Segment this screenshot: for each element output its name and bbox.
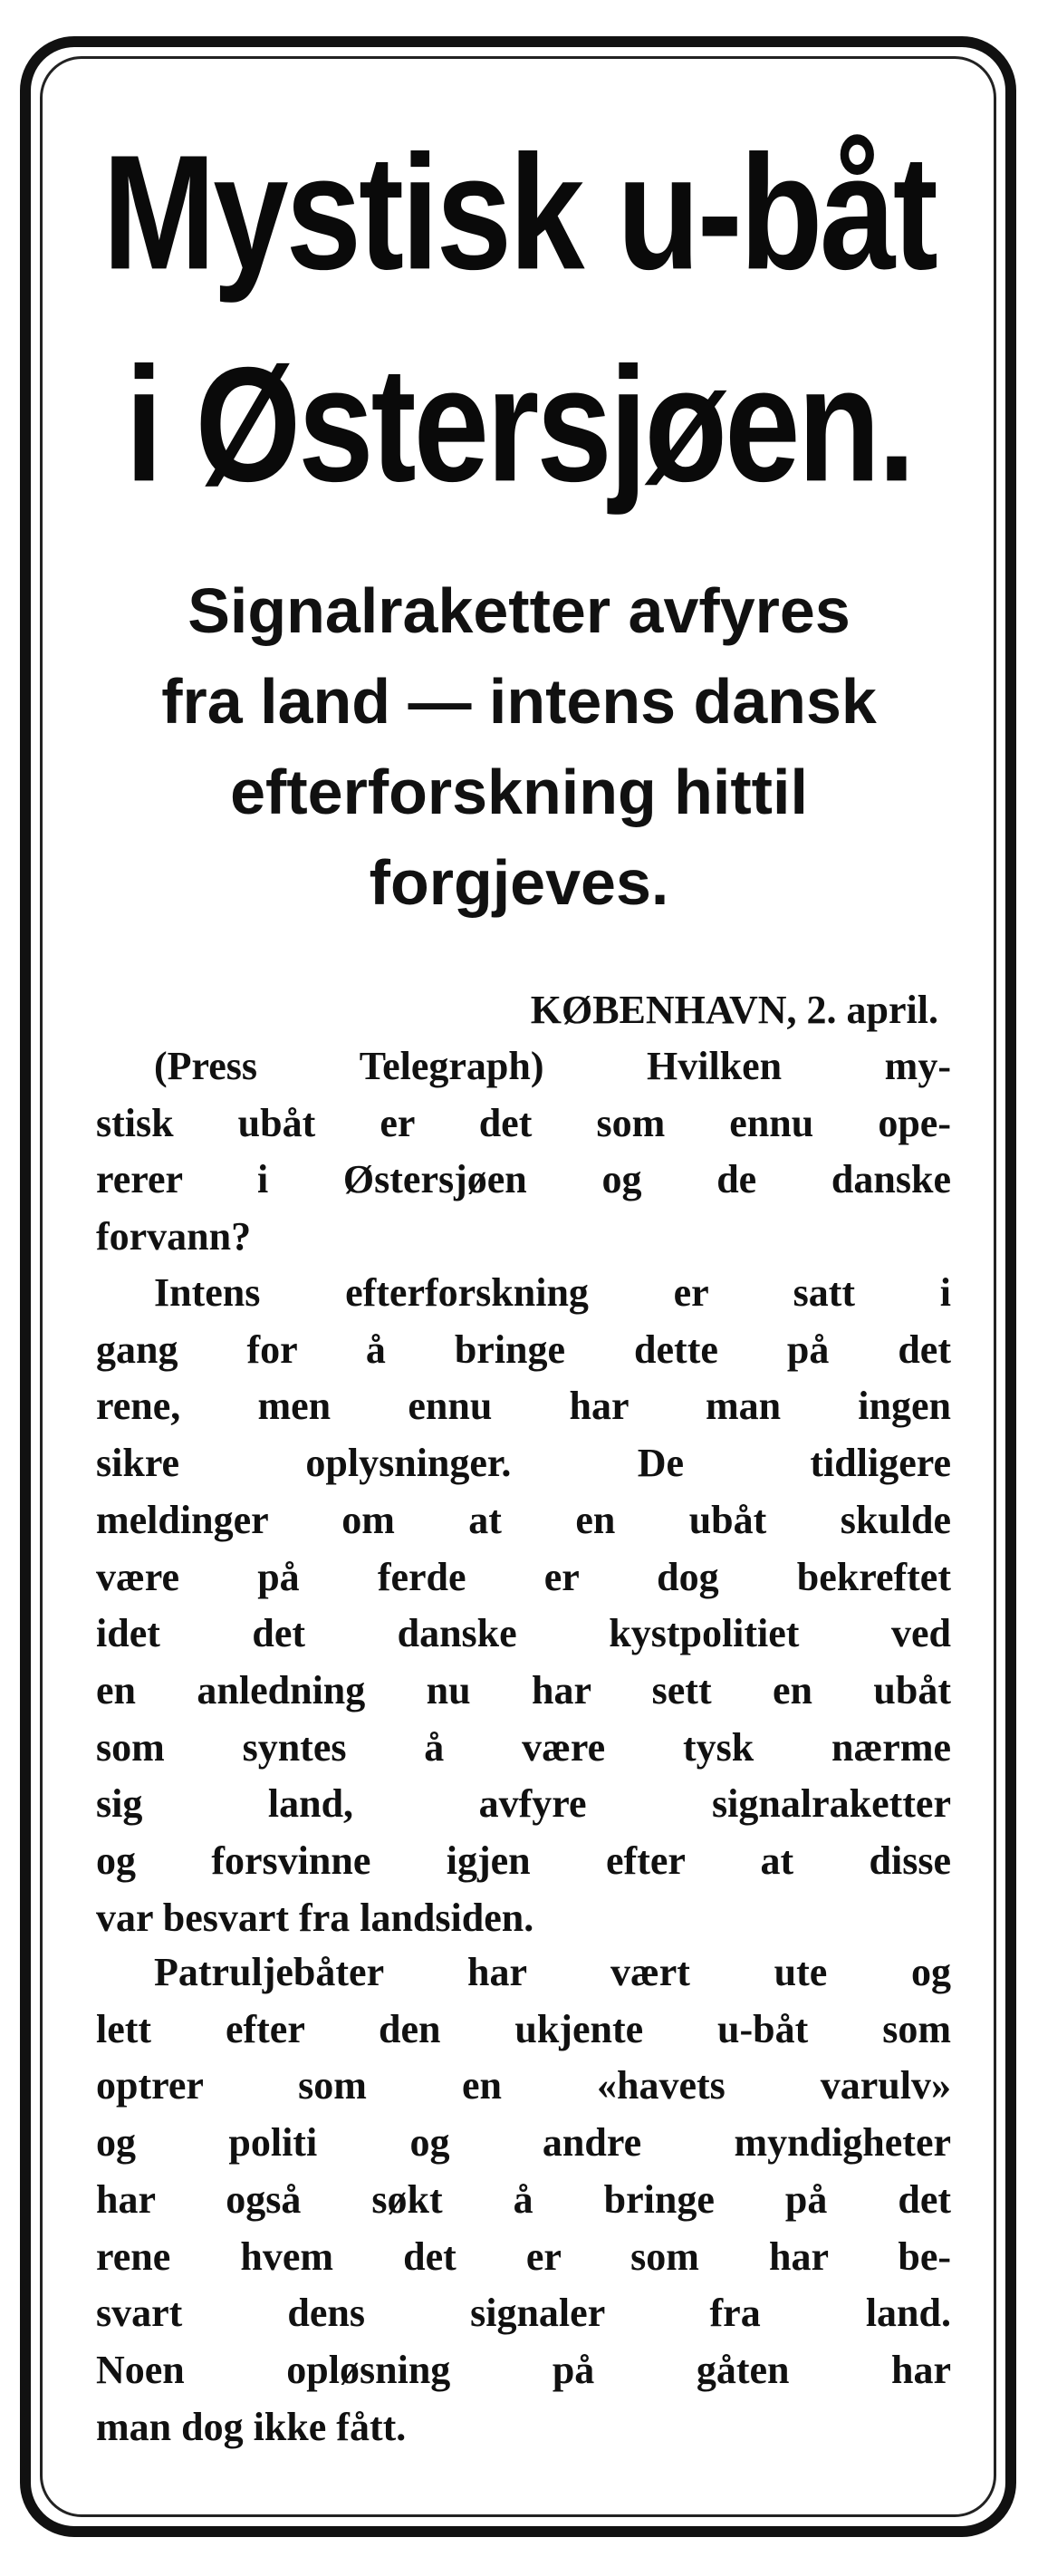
text-line: sig land, avfyre signalraketter (96, 1781, 951, 1827)
subheadline-line: fra land — intens dansk (161, 666, 877, 737)
dateline: KØBENHAVN, 2. april. (530, 988, 938, 1032)
text-line: Patruljebåter har vært ute og (154, 1950, 951, 1994)
text-line: (Press Telegraph) Hvilken my- (154, 1044, 951, 1088)
article-paragraph-2 (96, 1265, 951, 1946)
text-line: forvann? (96, 1214, 252, 1259)
subheadline-line: efterforskning hittil (230, 757, 808, 827)
text-line: sikre oplysninger. De tidligere (96, 1441, 951, 1486)
text-line: være på ferde er dog bekreftet (96, 1554, 951, 1599)
text-line: meldinger om at en ubåt skulde (96, 1497, 951, 1542)
text-line: stisk ubåt er det som ennu ope- (96, 1100, 951, 1145)
text-line: Intens efterforskning er satt i (154, 1270, 951, 1315)
article-paragraph-1 (96, 1038, 951, 1266)
text-line: svart dens signaler fra land. (96, 2291, 951, 2336)
headline-line-2: i Østersjøen. (125, 333, 913, 516)
text-line: og forsvinne igjen efter at disse (96, 1838, 951, 1884)
text-line: man dog ikke fått. (96, 2404, 407, 2449)
text-line: rerer i Østersjøen og de danske (96, 1157, 951, 1202)
text-line: har også søkt å bringe på det (96, 2176, 951, 2222)
headline-line-1: Mystisk u-båt (102, 121, 936, 304)
text-line: og politi og andre myndigheter (96, 2120, 951, 2166)
text-line: optrer som en «havets varulv» (96, 2063, 951, 2108)
text-line: gang for å bringe dette på det (96, 1327, 951, 1372)
subheadline-line: Signalraketter avfyres (187, 575, 851, 646)
text-line: Noen opløsning på gåten har (96, 2347, 951, 2392)
text-line: idet det danske kystpolitiet ved (96, 1611, 951, 1656)
subheadline-line: forgjeves. (369, 847, 669, 918)
text-line: en anledning nu har sett en ubåt (96, 1667, 951, 1713)
text-line: som syntes å være tysk nærme (96, 1724, 951, 1770)
text-line: var besvart fra landsiden. (96, 1895, 534, 1940)
subheadline (63, 565, 975, 928)
text-line: lett efter den ukjente u-båt som (96, 2006, 951, 2051)
text-line: rene hvem det er som har be- (96, 2233, 951, 2279)
text-line: rene, men ennu har man ingen (96, 1384, 951, 1429)
article-paragraph-3 (96, 1944, 951, 2455)
